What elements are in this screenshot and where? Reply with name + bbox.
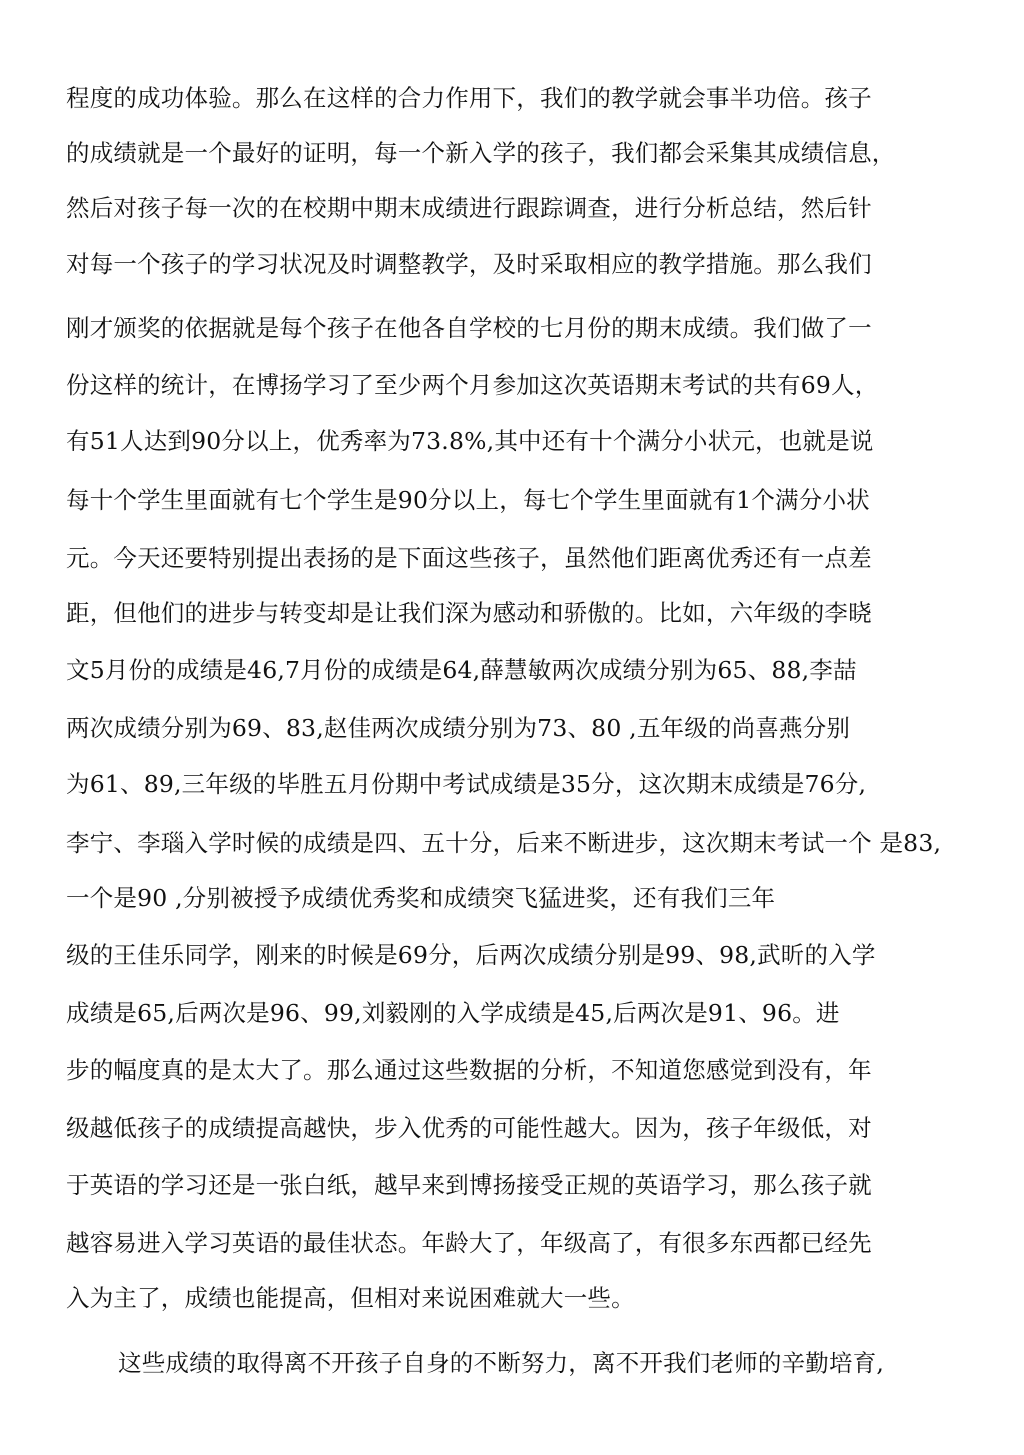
text-line: 有51人达到90分以上，优秀率为73.8%,其中还有十个满分小状元，也就是说 [66,427,874,455]
text-line: 成绩是65,后两次是96、99,刘毅刚的入学成绩是45,后两次是91、96。进 [66,999,840,1027]
text-line: 对每一个孩子的学习状况及时调整教学，及时采取相应的教学措施。那么我们 [66,250,872,278]
text-line: 份这样的统计，在博扬学习了至少两个月参加这次英语期末考试的共有69人， [66,371,879,399]
text-line: 两次成绩分别为69、83,赵佳两次成绩分别为73、80 ,五年级的尚喜燕分别 [66,714,851,742]
text-line: 入为主了，成绩也能提高，但相对来说困难就大一些。 [66,1284,635,1312]
text-line: 级的王佳乐同学，刚来的时候是69分，后两次成绩分别是99、98,武昕的入学 [66,941,876,969]
text-line: 步的幅度真的是太大了。那么通过这些数据的分析，不知道您感觉到没有，年 [66,1056,872,1084]
text-line: 然后对孩子每一次的在校期中期末成绩进行跟踪调查，进行分析总结，然后针 [66,194,872,222]
text-line: 每十个学生里面就有七个学生是90分以上，每七个学生里面就有1个满分小状 [66,486,870,514]
text-line: 级越低孩子的成绩提高越快，步入优秀的可能性越大。因为，孩子年级低，对 [66,1114,872,1142]
text-line: 越容易进入学习英语的最佳状态。年龄大了，年级高了，有很多东西都已经先 [66,1229,872,1257]
text-line: 程度的成功体验。那么在这样的合力作用下，我们的教学就会事半功倍。孩子 [66,84,872,112]
text-line: 李宁、李瑙入学时候的成绩是四、五十分，后来不断进步，这次期末考试一个 是83, [66,829,942,857]
text-line: 元。今天还要特别提出表扬的是下面这些孩子，虽然他们距离优秀还有一点差 [66,544,872,572]
text-line: 于英语的学习还是一张白纸，越早来到博扬接受正规的英语学习，那么孩子就 [66,1171,872,1199]
paragraph-start-line: 这些成绩的取得离不开孩子自身的不断努力，离不开我们老师的辛勤培育, [118,1349,885,1377]
text-line: 为61、89,三年级的毕胜五月份期中考试成绩是35分，这次期末成绩是76分, [66,770,867,798]
text-line: 刚才颁奖的依据就是每个孩子在他各自学校的七月份的期末成绩。我们做了一 [66,314,872,342]
text-line: 的成绩就是一个最好的证明，每一个新入学的孩子，我们都会采集其成绩信息， [66,139,896,167]
text-line: 文5月份的成绩是46,7月份的成绩是64,薛慧敏两次成绩分别为65、88,李喆 [66,656,857,684]
text-line: 一个是90 ,分别被授予成绩优秀奖和成绩突飞猛进奖，还有我们三年 [66,884,776,912]
text-line: 距，但他们的进步与转变却是让我们深为感动和骄傲的。比如，六年级的李晓 [66,599,872,627]
